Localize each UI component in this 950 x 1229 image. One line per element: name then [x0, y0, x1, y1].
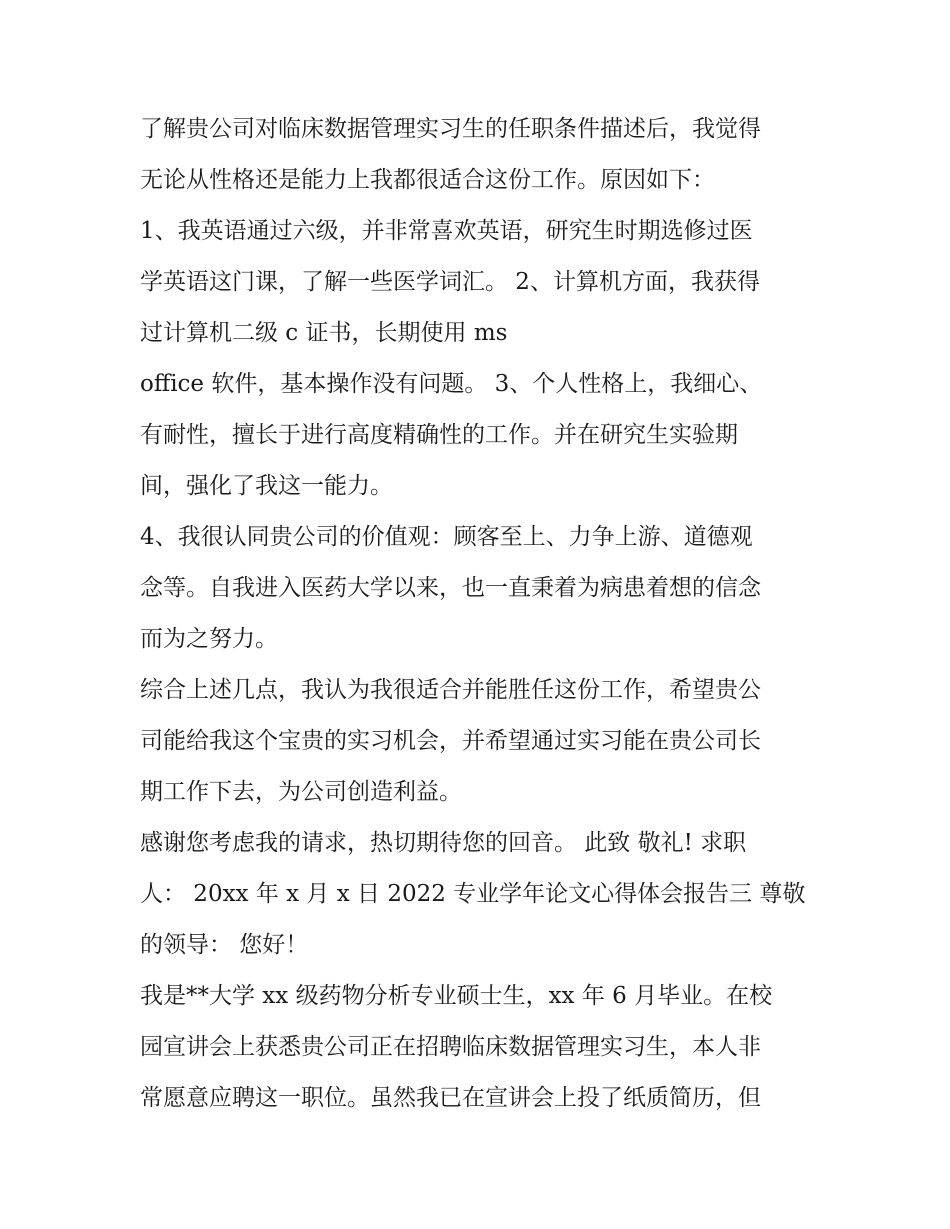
text-line-18: 我是**大学 xx 级药物分析专业硕士生，xx 年 6 月毕业。在校	[140, 983, 773, 1009]
text-line-9: 4、我很认同贵公司的价值观：顾客至上、力争上游、道德观	[140, 524, 753, 550]
text-line-19: 园宣讲会上获悉贵公司正在招聘临床数据管理实习生，本人非	[140, 1034, 761, 1060]
text-line-20: 常愿意应聘这一职位。虽然我已在宣讲会上投了纸质简历，但	[140, 1085, 761, 1111]
text-line-17: 的领导： 您好！	[140, 932, 309, 958]
text-line-2: 无论从性格还是能力上我都很适合这份工作。原因如下：	[140, 167, 715, 193]
text-line-1: 了解贵公司对临床数据管理实习生的任职条件描述后，我觉得	[140, 116, 761, 142]
text-line-5: 过计算机二级 c 证书，长期使用 ms	[140, 320, 508, 346]
text-line-7: 有耐性，擅长于进行高度精确性的工作。并在研究生实验期	[140, 422, 738, 448]
text-line-8: 间，强化了我这一能力。	[140, 473, 393, 499]
text-line-4: 学英语这门课，了解一些医学词汇。 2、计算机方面，我获得	[140, 269, 760, 295]
text-line-11: 而为之努力。	[140, 626, 278, 652]
text-line-13: 司能给我这个宝贵的实习机会，并希望通过实习能在贵公司长	[140, 728, 761, 754]
text-line-12: 综合上述几点，我认为我很适合并能胜任这份工作，希望贵公	[140, 677, 761, 703]
text-line-15: 感谢您考虑我的请求，热切期待您的回音。 此致 敬礼! 求职	[140, 830, 747, 856]
text-line-14: 期工作下去，为公司创造利益。	[140, 779, 462, 805]
text-line-6: office 软件，基本操作没有问题。 3、个人性格上，我细心、	[140, 371, 763, 397]
text-line-16: 人： 20xx 年 x 月 x 日 2022 专业学年论文心得体会报告三 尊敬	[140, 881, 806, 907]
document-body	[140, 104, 820, 1124]
text-line-10: 念等。自我进入医药大学以来，也一直秉着为病患着想的信念	[140, 575, 761, 601]
text-line-3: 1、我英语通过六级，并非常喜欢英语，研究生时期选修过医	[140, 218, 753, 244]
